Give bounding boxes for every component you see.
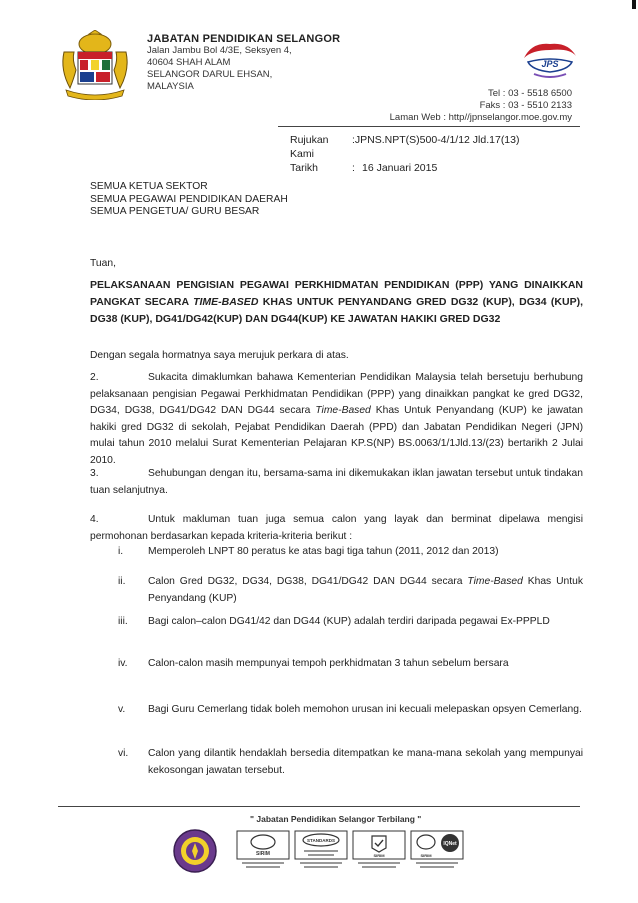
address-line: Jalan Jambu Bol 4/3E, Seksyen 4, xyxy=(147,45,292,56)
recipient-line: SEMUA PENGETUA/ GURU BESAR xyxy=(90,206,260,217)
paragraph-number: 4. xyxy=(90,514,99,525)
criteria-item xyxy=(118,702,583,719)
page-edge-mark xyxy=(632,0,636,9)
recipients xyxy=(90,181,583,219)
telephone: Tel : 03 - 5518 6500 xyxy=(488,88,572,99)
subject-text: KHAS UNTUK PENYANDANG GRED DG32 (KUP), DG34 (KUP), DG38 (KUP), DG41/DG42(KUP) DAN DG44(KUP) KE JAWATAN HAKIKI GRED DG32 xyxy=(90,295,583,325)
paragraph-3 xyxy=(90,466,583,499)
date-value: 16 Januari 2015 xyxy=(362,162,438,174)
standards-certification-icon xyxy=(294,830,348,872)
date-separator: : xyxy=(352,162,355,174)
subject-heading xyxy=(90,277,583,327)
agency-name: JABATAN PENDIDIKAN SELANGOR xyxy=(147,33,341,45)
criteria-text: Bagi Guru Cemerlang tidak boleh memohon urusan ini kecuali melepaskan opsyen Cemerlang. xyxy=(148,704,582,715)
criteria-item xyxy=(118,656,583,673)
cert-badge-text: IQNet xyxy=(443,841,457,847)
agency-address-block xyxy=(147,33,340,93)
criteria-italic-text: Time-Based xyxy=(467,576,523,587)
criteria-number: i. xyxy=(118,546,124,557)
footer-motto: " Jabatan Pendidikan Selangor Terbilang " xyxy=(250,814,422,824)
criteria-text xyxy=(148,574,583,607)
criteria-item xyxy=(118,574,583,607)
fax: Faks : 03 - 5510 2133 xyxy=(479,100,572,111)
criteria-item xyxy=(118,544,583,561)
cert-label: SIRIM xyxy=(420,853,432,858)
cert-label: SIRIM xyxy=(256,851,270,857)
opening-line: Dengan segala hormatnya saya merujuk perkara di atas. xyxy=(90,350,349,361)
cert-label: SIRIM xyxy=(373,853,385,858)
criteria-text: Bagi calon–calon DG41/42 dan DG44 (KUP) adalah terdiri daripada pegawai Ex-PPPLD xyxy=(148,616,550,627)
footer-divider xyxy=(58,806,580,807)
reference-label: Rujukan Kami xyxy=(290,134,329,160)
iqnet-certification-icon xyxy=(410,830,464,872)
cert-label: STANDARDS xyxy=(307,838,335,843)
paragraph-4 xyxy=(90,512,583,545)
criteria-text-part: Calon Gred DG32, DG34, DG38, DG41/DG42 DAN DG44 secara xyxy=(148,576,468,587)
recipient-line: SEMUA PEGAWAI PENDIDIKAN DAERAH xyxy=(90,193,288,205)
reference-number: :JPNS.NPT(S)500-4/1/12 Jld.17(13) xyxy=(352,134,520,146)
paragraph-text: Khas Untuk Penyandang (KUP) ke jawatan hakiki gred DG32 di sekolah, Pejabat Pendidikan Daerah (PPD) dan Jabatan Pendidikan Negeri (JPN) mulai tahun 2010 melalui Surat Kementerian Pelajaran KP.S(NP) BS.0063/1/1Jld.13/(23) bertarikh 2 Julai 2010. xyxy=(90,405,584,466)
date-label: Tarikh xyxy=(290,162,319,174)
address-line: MALAYSIA xyxy=(147,81,194,92)
address-line: SELANGOR DARUL EHSAN, xyxy=(147,69,273,80)
address-line: 40604 SHAH ALAM xyxy=(147,57,231,68)
paragraph-2 xyxy=(90,370,583,469)
criteria-number: iii. xyxy=(118,616,128,627)
criteria-number: iv. xyxy=(118,658,128,669)
agency-seal-icon xyxy=(172,828,218,874)
website: Laman Web : http//jpnselangor.moe.gov.my xyxy=(389,112,572,123)
sirim-certification-icon xyxy=(352,830,406,872)
paragraph-text: Sehubungan dengan itu, bersama-sama ini dikemukakan iklan jawatan tersebut untuk tindakan tuan selanjutnya. xyxy=(90,468,583,496)
reference-block xyxy=(290,133,520,175)
criteria-item xyxy=(118,746,583,779)
paragraph-text: Untuk makluman tuan juga semua calon yang layak dan berminat dipelawa mengisi permohonan berdasarkan kepada kriteria-kriteria berikut : xyxy=(90,514,583,542)
coat-of-arms-icon xyxy=(56,30,134,100)
paragraph-number: 2. xyxy=(90,372,99,383)
criteria-item xyxy=(118,614,583,631)
header-divider xyxy=(278,126,580,127)
sirim-certification-icon xyxy=(236,830,290,872)
paragraph-number: 3. xyxy=(90,468,99,479)
paragraph-italic-text: Time-Based xyxy=(315,405,371,416)
criteria-number: ii. xyxy=(118,576,126,587)
criteria-number: v. xyxy=(118,704,126,715)
jps-logo-icon xyxy=(520,36,580,78)
subject-italic-text: TIME-BASED xyxy=(193,295,259,308)
salutation: Tuan, xyxy=(90,258,116,269)
criteria-text: Calon-calon masih mempunyai tempoh perkhidmatan 3 tahun sebelum bersara xyxy=(148,658,509,669)
criteria-text-part: Khas Untuk Penyandang (KUP) xyxy=(148,576,584,604)
recipient-line: SEMUA KETUA SEKTOR xyxy=(90,181,208,192)
contact-block xyxy=(390,88,572,124)
criteria-text: Calon yang dilantik hendaklah bersedia ditempatkan ke mana-mana sekolah yang mempunyai kekosongan jawatan tersebut. xyxy=(148,748,583,776)
criteria-text: Memperoleh LNPT 80 peratus ke atas bagi tiga tahun (2011, 2012 dan 2013) xyxy=(148,546,499,557)
jps-logo-text: JPS xyxy=(541,59,559,69)
paragraph-text: Sukacita dimaklumkan bahawa Kementerian Pendidikan Malaysia telah bersetuju berhubung pelaksanaan pengisian Pegawai Perkhidmatan Pendidikan (PPP) yang dinaikkan pangkat ke gred DG32, DG34, DG38, DG41/DG42 DAN DG44 secara xyxy=(90,372,583,416)
criteria-number: vi. xyxy=(118,748,129,759)
subject-text: PELAKSANAAN PENGISIAN PEGAWAI PERKHIDMATAN PENDIDIKAN (PPP) YANG DINAIKKAN PANGKAT SECARA xyxy=(90,279,583,308)
